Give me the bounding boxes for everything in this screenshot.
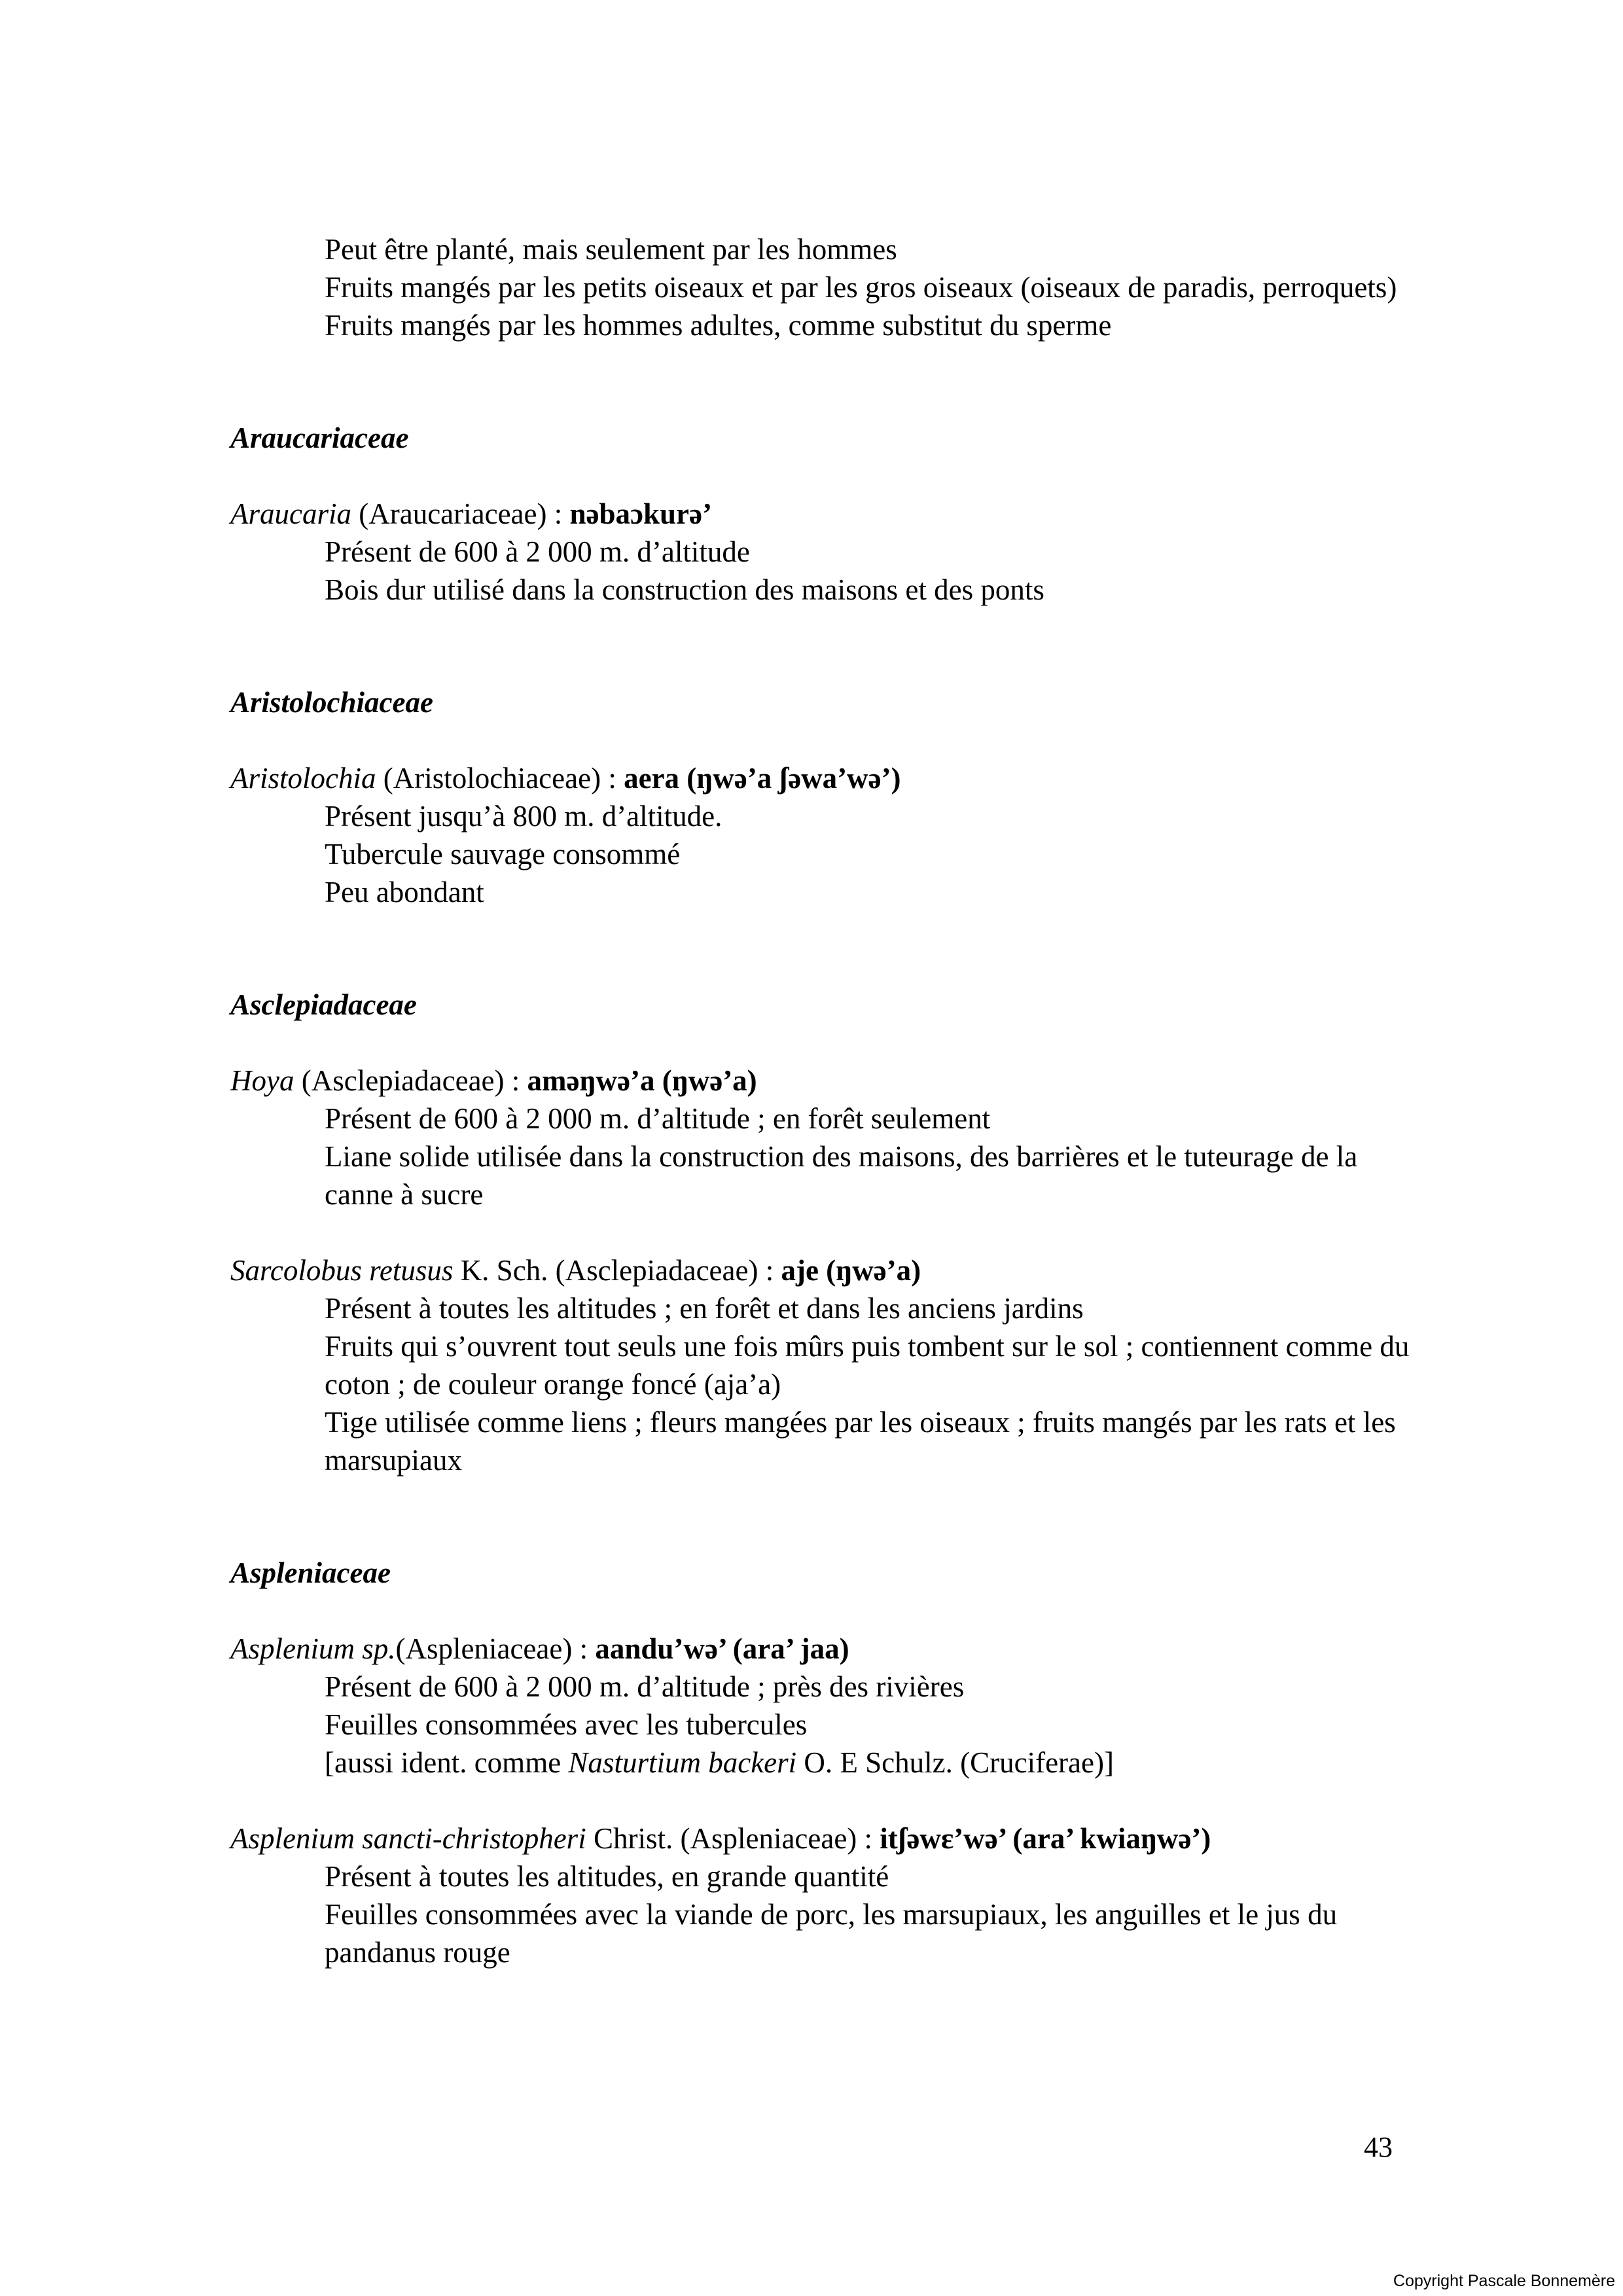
entry-detail: Présent jusqu’à 800 m. d’altitude. <box>325 800 722 833</box>
intro-line: Fruits mangés par les hommes adultes, comme substitut du sperme <box>325 309 1112 342</box>
entry-hoya <box>230 1062 1421 1213</box>
note-scientific-name: Nasturtium backeri <box>568 1746 797 1779</box>
copyright-notice: Copyright Pascale Bonnemère <box>1393 2272 1615 2290</box>
local-name: aandu’wə’ (ara’ jaa) <box>595 1632 849 1665</box>
entry-detail: Peu abondant <box>325 876 484 908</box>
scientific-name: Asplenium sancti-christopheri <box>230 1822 586 1855</box>
scientific-name: Asplenium sp. <box>230 1632 396 1665</box>
entry-asplenium-sp <box>230 1630 1421 1782</box>
family-heading-asclepiadaceae: Asclepiadaceae <box>230 988 417 1021</box>
entry-detail: Présent de 600 à 2 000 m. d’altitude <box>325 535 750 568</box>
family-heading-aspleniaceae: Aspleniaceae <box>230 1556 391 1589</box>
identification-note <box>230 1744 1421 1782</box>
local-name: aje (ŋwə’a) <box>781 1254 921 1287</box>
entry-head <box>230 759 1421 797</box>
entry-detail: Feuilles consommées avec la viande de porc, les marsupiaux, les anguilles et le jus du pandanus rouge <box>325 1898 1338 1969</box>
entry-detail: Feuilles consommées avec les tubercules <box>325 1708 808 1741</box>
entry-head <box>230 1630 1421 1668</box>
entry-head <box>230 1251 1421 1289</box>
entry-detail: Fruits qui s’ouvrent tout seuls une fois mûrs puis tombent sur le sol ; contiennent comme du coton ; de couleur orange foncé (aja’a) <box>325 1330 1410 1401</box>
family-paren: Christ. (Aspleniaceae) : <box>586 1822 880 1855</box>
intro-line: Peut être planté, mais seulement par les hommes <box>325 233 897 266</box>
page-content <box>230 230 1421 2009</box>
entry-araucaria <box>230 495 1421 609</box>
note-suffix: O. E Schulz. (Cruciferae)] <box>796 1746 1114 1779</box>
entry-aristolochia <box>230 759 1421 911</box>
entry-detail: Liane solide utilisée dans la construction des maisons, des barrières et le tuteurage de la canne à sucre <box>325 1140 1358 1211</box>
scientific-name: Hoya <box>230 1064 294 1097</box>
page-number: 43 <box>1364 2131 1393 2163</box>
entry-head <box>230 495 1421 533</box>
family-heading-araucariaceae: Araucariaceae <box>230 422 409 454</box>
scientific-name: Sarcolobus retusus <box>230 1254 454 1287</box>
local-name: itʃəwɛ’wə’ (ara’ kwiaŋwə’) <box>880 1822 1211 1855</box>
intro-block <box>230 230 1421 344</box>
local-name: aera (ŋwə’a ʃəwa’wə’) <box>624 762 901 795</box>
entry-head <box>230 1062 1421 1100</box>
entry-detail: Tubercule sauvage consommé <box>325 838 681 870</box>
family-heading-aristolochiaceae: Aristolochiaceae <box>230 686 433 719</box>
entry-detail: Présent de 600 à 2 000 m. d’altitude ; près des rivières <box>325 1670 965 1703</box>
entry-detail: Tige utilisée comme liens ; fleurs mangées par les oiseaux ; fruits mangés par les rats et les marsupiaux <box>325 1406 1396 1477</box>
scientific-name: Aristolochia <box>230 762 376 795</box>
entry-asplenium-sancti-christopheri <box>230 1820 1421 1971</box>
family-paren: (Asclepiadaceae) : <box>294 1064 527 1097</box>
note-prefix: [aussi ident. comme <box>325 1746 569 1779</box>
entry-detail: Bois dur utilisé dans la construction des maisons et des ponts <box>325 573 1044 606</box>
local-name: nəbaɔkurə’ <box>569 497 712 530</box>
entry-detail: Présent de 600 à 2 000 m. d’altitude ; en forêt seulement <box>325 1102 991 1135</box>
entry-sarcolobus <box>230 1251 1421 1479</box>
entry-detail: Présent à toutes les altitudes ; en forêt et dans les anciens jardins <box>325 1292 1084 1325</box>
family-paren: (Aristolochiaceae) : <box>376 762 624 795</box>
intro-line: Fruits mangés par les petits oiseaux et par les gros oiseaux (oiseaux de paradis, perroquets) <box>325 271 1397 304</box>
entry-head <box>230 1820 1421 1857</box>
scientific-name: Araucaria <box>230 497 351 530</box>
family-paren: (Aspleniaceae) : <box>395 1632 596 1665</box>
family-paren: (Araucariaceae) : <box>351 497 570 530</box>
entry-detail: Présent à toutes les altitudes, en grande quantité <box>325 1860 889 1893</box>
family-paren: K. Sch. (Asclepiadaceae) : <box>453 1254 781 1287</box>
local-name: aməŋwə’a (ŋwə’a) <box>527 1064 757 1097</box>
